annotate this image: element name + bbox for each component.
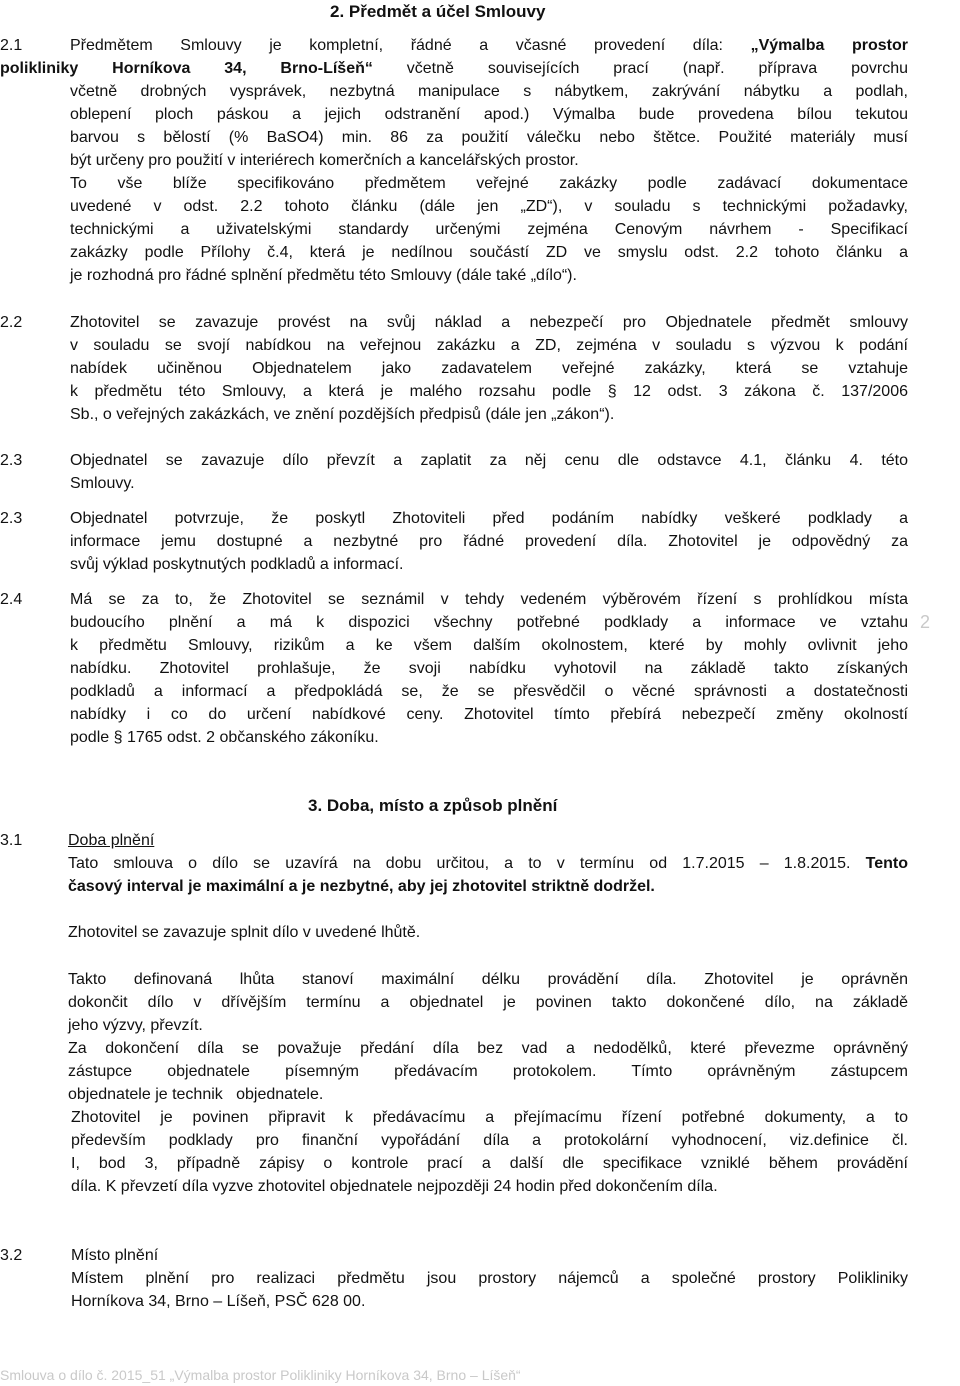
paragraph-line: [70, 36, 908, 56]
paragraph-line: Horníkova 34, Brno – Líšeň, PSČ 628 00.: [71, 1293, 366, 1310]
paragraph-line: především podklady pro finanční vypořádání díla a protokolární vyhodnocení, viz.definice čl.: [71, 1132, 908, 1149]
bold-text-run: Tento: [865, 855, 908, 872]
paragraph-line: Sb., o veřejných zakázkách, ve znění pozdějších předpisů (dále jen „zákon“).: [70, 406, 615, 423]
paragraph-line: nabídku. Zhotovitel prohlašuje, že svoji nabídku vyhotovil na základě takto získaných: [70, 660, 908, 677]
section-heading: 3. Doba, místo a způsob plnění: [308, 796, 558, 815]
page-footer: Smlouva o dílo č. 2015_51 „Výmalba prostor Polikliniky Horníkova 34, Brno – Líšeň“: [0, 1367, 521, 1383]
paragraph-line: je rozhodná pro řádné splnění předmětu této Smlouvy (dále také „dílo“).: [70, 267, 577, 284]
paragraph-line: zástupce objednatele písemným předávacím protokolem. Tímto oprávněným zástupcem: [68, 1063, 908, 1080]
paragraph-line: Zhotovitel se zavazuje provést na svůj náklad a nebezpečí pro Objednatele předmět smlouvy: [70, 314, 908, 331]
paragraph-line: barvou s bělostí (% BaSO4) min. 86 za použití válečku nebo štětce. Použité materiály musí: [70, 129, 908, 146]
paragraph-line: technickými a uživatelskými standardy určenými zejména Cenovým návrhem - Specifikací: [70, 221, 908, 238]
paragraph-line: k předmětu této Smlouvy, a která je malého rozsahu podle § 12 odst. 3 zákona č. 137/2006: [70, 383, 908, 400]
paragraph-line: díla. K převzetí díla vyzve zhotovitel objednatele nejpozději 24 hodin před dokončením díla.: [71, 1178, 718, 1195]
paragraph-line: k předmětu Smlouvy, rizikům a ke všem dalším okolnostem, které by mohly ovlivnit jeho: [70, 637, 908, 654]
paragraph-line: Takto definovaná lhůta stanoví maximální délku provádění díla. Zhotovitel je oprávněn: [68, 971, 908, 988]
paragraph-line: podle § 1765 odst. 2 občanského zákoníku.: [70, 729, 379, 746]
paragraph-number: 2.3: [0, 452, 23, 469]
paragraph-line: Má se za to, že Zhotovitel se seznámil v tehdy vedeném výběrovém řízení s prohlídkou místa: [70, 591, 908, 608]
paragraph-line: uvedené v odst. 2.2 tohoto článku (dále jen „ZD“), v souladu s technickými požadavky,: [70, 198, 908, 215]
section-heading: 2. Předmět a účel Smlouvy: [330, 2, 546, 21]
paragraph-line: I, bod 3, případně zápisy o kontrole prací a další dle specifikace vzniklé během provádění: [71, 1155, 908, 1172]
paragraph-line: budoucího plnění a má k dispozici všechny potřebné podklady a informace ve vztahu: [70, 614, 908, 631]
paragraph-line: časový interval je maximální a je nezbytné, aby jej zhotovitel striktně dodržel.: [68, 878, 655, 895]
paragraph-line: být určeny pro použití v interiérech komerčních a kancelářských prostor.: [70, 152, 579, 169]
paragraph-number: 3.1: [0, 832, 23, 849]
paragraph-number: 2.1: [0, 37, 23, 54]
paragraph-number: 3.2: [0, 1247, 23, 1264]
paragraph-line: Zhotovitel je povinen připravit k předávacímu a přejímacímu řízení potřebné dokumenty, a to: [71, 1109, 908, 1126]
paragraph-line: zakázky podle Přílohy č.4, která je nedílnou součástí ZD ve smyslu odst. 2.2 tohoto článku a: [70, 244, 908, 261]
paragraph-line: Objednatel se zavazuje dílo převzít a zaplatit za něj cenu dle odstavce 4.1, článku 4. této: [70, 452, 908, 469]
paragraph-number: 2.2: [0, 314, 23, 331]
paragraph-line: oblepení ploch páskou a jejich odstranění apod.) Výmalba bude provedena bílou tekutou: [70, 106, 908, 123]
paragraph-line: objednatele je technik objednatele.: [68, 1086, 324, 1103]
paragraph-line: včetně drobných vysprávek, nezbytná manipulace s nábytkem, zakrývání nábytku a podlah,: [70, 83, 908, 100]
paragraph-number: 2.3: [0, 510, 23, 527]
text-run: včetně souvisejících prací (např. příprava povrchu: [372, 60, 908, 77]
bold-text-run: polikliniky Horníkova 34, Brno-Líšeň“: [0, 60, 373, 77]
paragraph-line: v souladu se svojí nabídkou na veřejnou zakázku a ZD, zejména v souladu s výzvou k podání: [70, 337, 908, 354]
paragraph-line: Objednatel potvrzuje, že poskytl Zhotoviteli před podáním nabídky veškeré podklady a: [70, 510, 908, 527]
subsection-title: Místo plnění: [71, 1247, 159, 1264]
paragraph-line: informace jemu dostupné a nezbytné pro řádné provedení díla. Zhotovitel je odpovědný za: [70, 533, 908, 550]
paragraph-line: Místem plnění pro realizaci předmětu jsou prostory nájemců a společné prostory Polikliniky: [71, 1270, 908, 1287]
text-run: Tato smlouva o dílo se uzavírá na dobu určitou, a to v termínu od 1.7.2015 – 1.8.2015.: [68, 855, 866, 872]
paragraph-line: nabídky i co do určení nabídkové ceny. Zhotovitel tímto přebírá nebezpečí změny okolností: [70, 706, 908, 723]
paragraph-line: Smlouvy.: [70, 475, 135, 492]
paragraph-line: To vše blíže specifikováno předmětem veřejné zakázky podle zadávací dokumentace: [70, 175, 908, 192]
paragraph-line: podkladů a informací a předpokládá se, že se přesvědčil o věcné správnosti a dostatečnosti: [70, 683, 908, 700]
bold-text-run: „Výmalba prostor: [750, 37, 908, 54]
paragraph-line: svůj výklad poskytnutých podkladů a informací.: [70, 556, 404, 573]
text-run: Předmětem Smlouvy je kompletní, řádné a včasné provedení díla:: [70, 37, 751, 54]
paragraph-line: Za dokončení díla se považuje předání díla bez vad a nedodělků, které převezme oprávněný: [68, 1040, 908, 1057]
subsection-title: Doba plnění: [68, 832, 155, 849]
page-number: 2: [920, 612, 931, 632]
paragraph-line: [0, 59, 908, 79]
paragraph-line: jeho výzvy, převzít.: [68, 1017, 203, 1034]
paragraph-line: [68, 854, 908, 874]
paragraph-line: dokončit dílo v dřívějším termínu a objednatel je povinen takto dokončené dílo, na základě: [68, 994, 908, 1011]
paragraph-line: Zhotovitel se zavazuje splnit dílo v uvedené lhůtě.: [68, 924, 421, 941]
paragraph-line: nabídek učiněnou Objednatelem jako zadavatelem veřejné zakázky, která se vztahuje: [70, 360, 908, 377]
paragraph-number: 2.4: [0, 591, 23, 608]
